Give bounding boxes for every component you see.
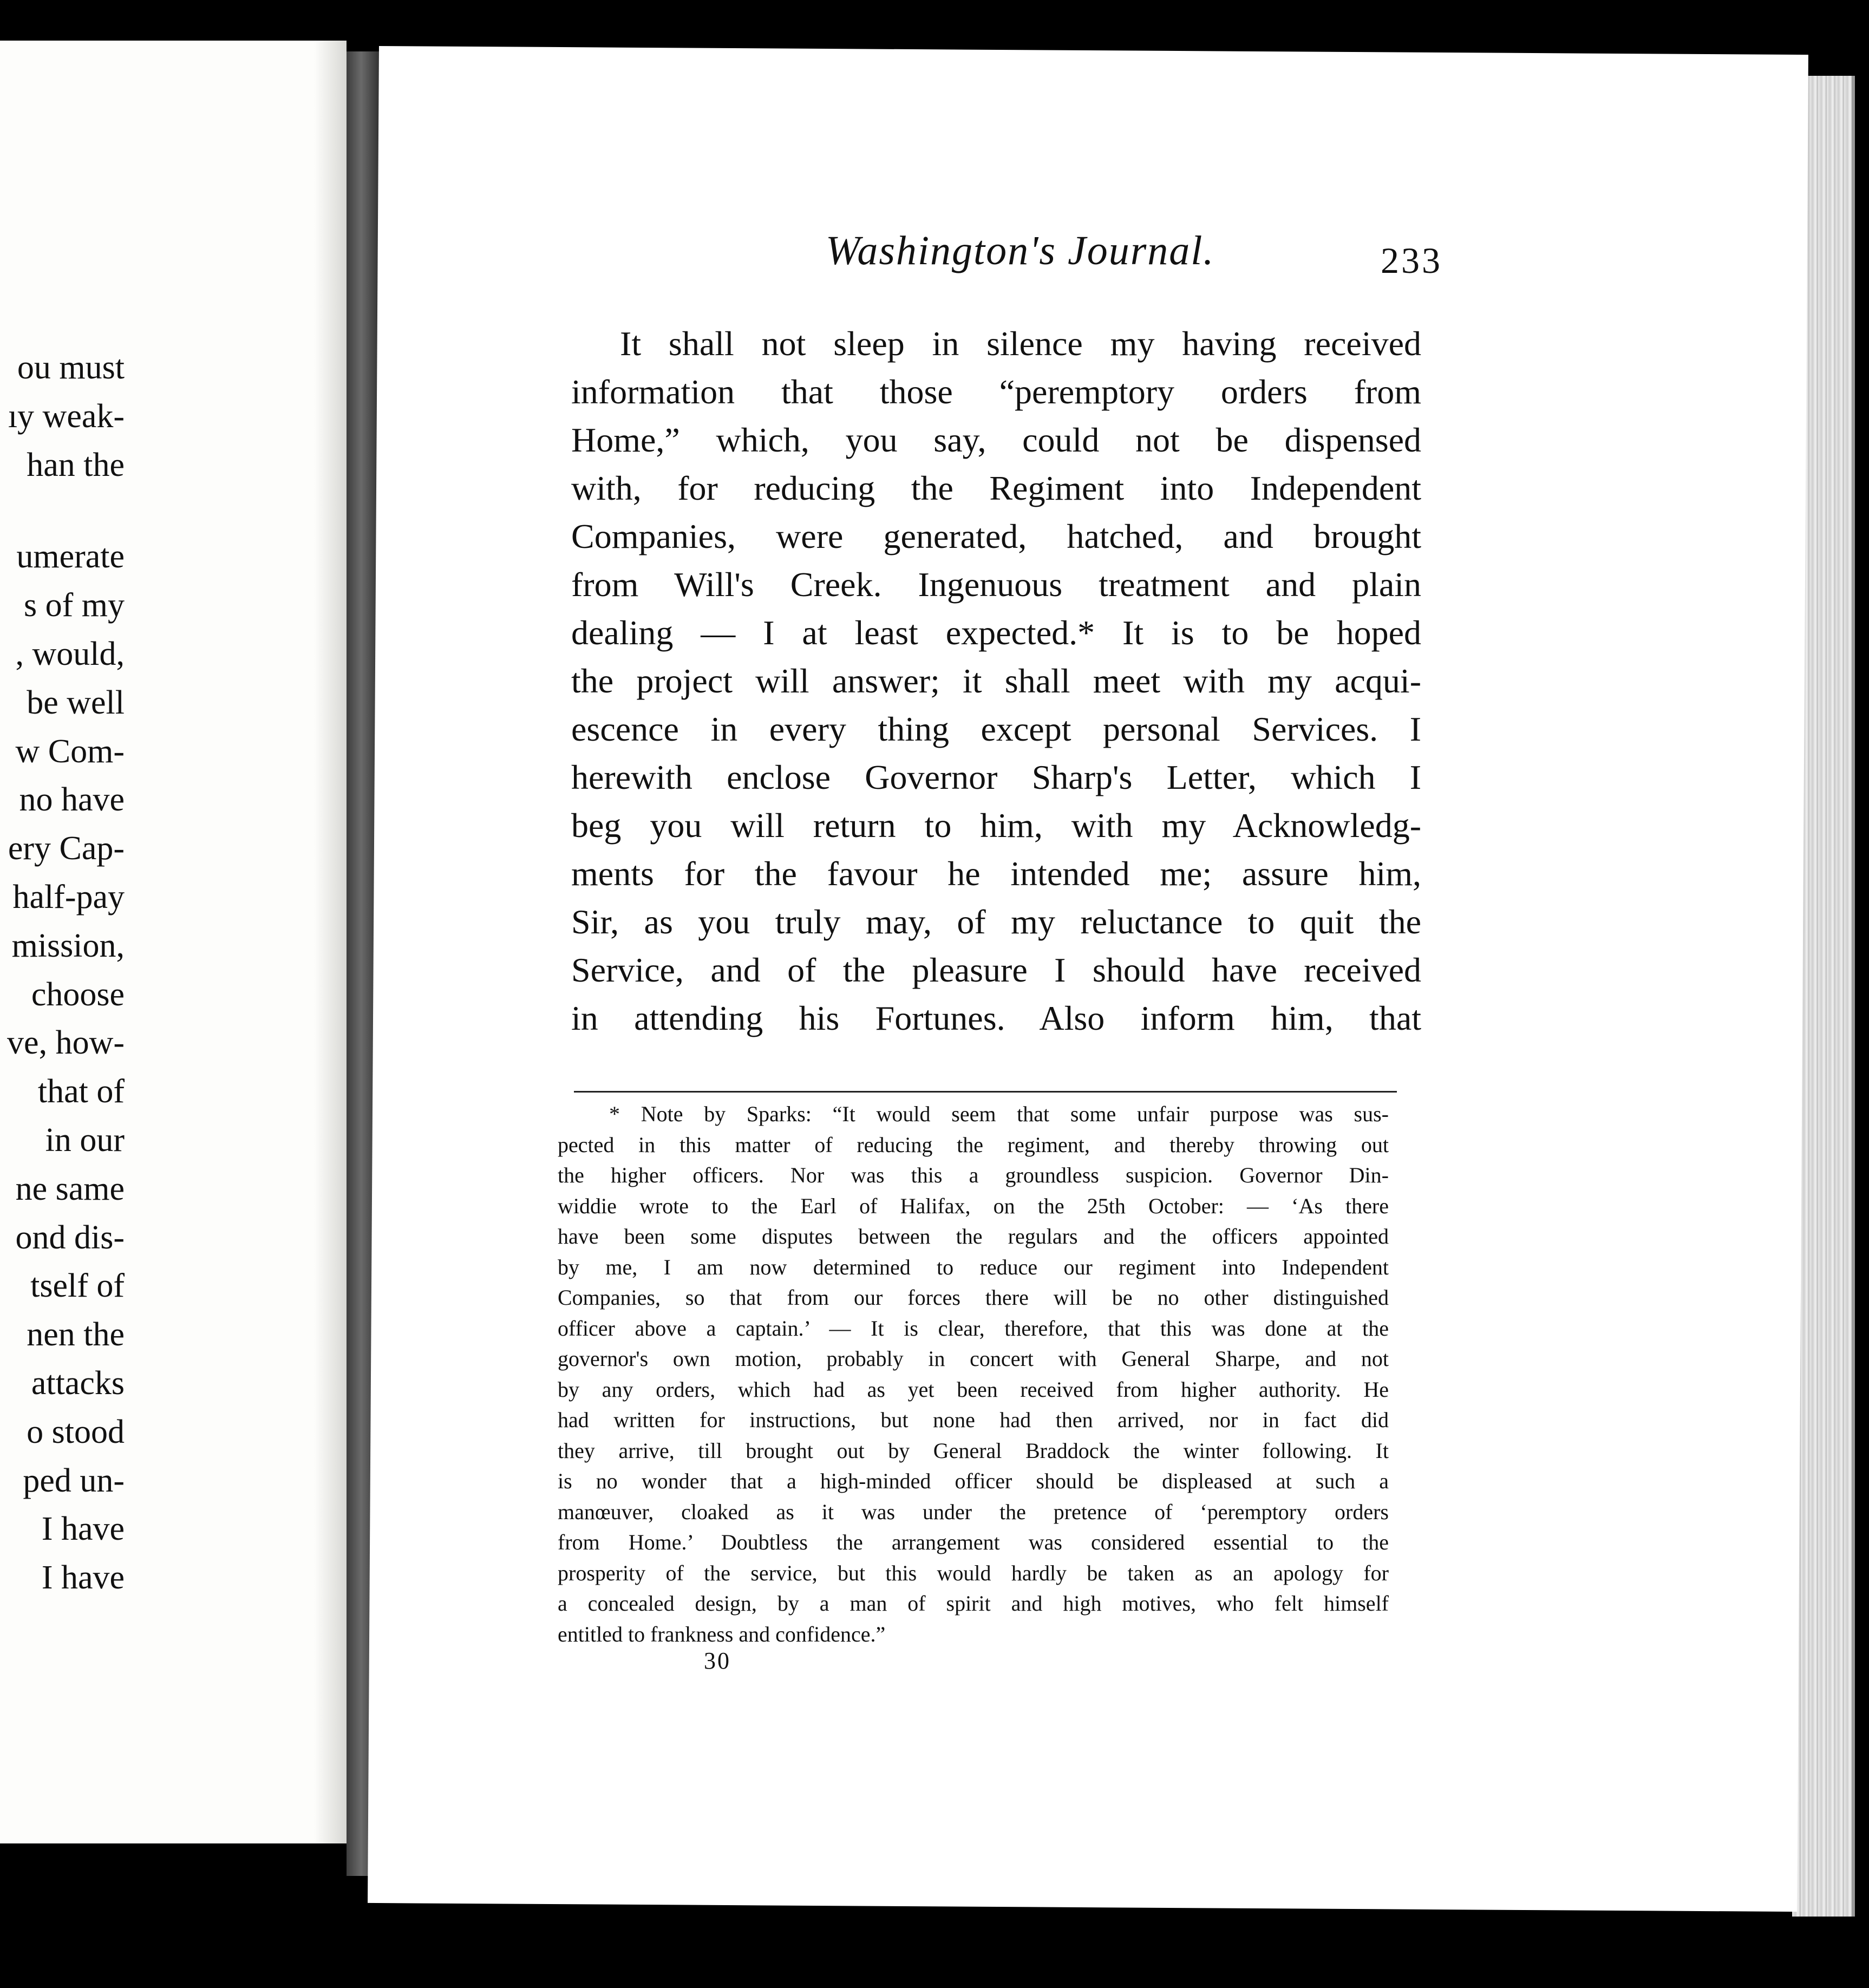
left-line: ıy weak- [8, 397, 125, 435]
body-line: ments for the favour he intended me; assure him, [571, 854, 1421, 893]
left-line: half-pay [12, 878, 125, 915]
footnote [558, 1099, 1389, 1650]
body-line: It shall not sleep in silence my having received [620, 324, 1421, 363]
footnote-line: entitled to frankness and confidence.” [558, 1621, 886, 1646]
footnote-line: is no wonder that a high-minded officer should be displeased at such a [558, 1469, 1389, 1493]
left-line: mission, [11, 927, 125, 964]
left-line: ne same [15, 1170, 125, 1207]
body-line: Service, and of the pleasure I should have received [571, 951, 1421, 989]
footnote-line: they arrive, till brought out by General Braddock the winter following. It [558, 1438, 1389, 1463]
footnote-line: prosperity of the service, but this would hardly be taken as an apology for [558, 1560, 1389, 1585]
body-line: escence in every thing except personal Services. I [571, 710, 1421, 748]
left-line: that of [37, 1073, 125, 1110]
body-line: in attending his Fortunes. Also inform him, that [571, 999, 1421, 1037]
left-line: nen the [27, 1316, 125, 1353]
body-line: Sir, as you truly may, of my reluctance to quit the [571, 903, 1421, 941]
footnote-line: * Note by Sparks: “It would seem that some unfair purpose was sus- [609, 1102, 1389, 1126]
left-line: han the [27, 446, 125, 483]
left-line: I have [41, 1510, 125, 1548]
footnote-line: widdie wrote to the Earl of Halifax, on the 25th October: — ‘As there [558, 1193, 1389, 1218]
footnote-line: had written for instructions, but none had then arrived, nor in fact did [558, 1408, 1389, 1432]
left-line: , would, [15, 635, 125, 672]
body-line: Home,” which, you say, could not be dispensed [571, 421, 1421, 459]
footnote-line: by me, I am now determined to reduce our regiment into Independent [558, 1254, 1389, 1279]
left-gutter-shadow [314, 41, 347, 1843]
body-line: beg you will return to him, with my Acknowledg- [571, 806, 1421, 845]
left-line: be well [27, 684, 125, 721]
left-line: ou must [17, 349, 125, 386]
left-facing-page [0, 41, 347, 1843]
left-line: in our [45, 1121, 125, 1159]
left-line: I have [41, 1559, 125, 1597]
body-line: Companies, were generated, hatched, and brought [571, 517, 1421, 555]
left-line: w Com- [15, 733, 125, 770]
left-line: s of my [24, 587, 125, 624]
left-page-text [7, 344, 125, 1603]
page-number: 233 [1381, 240, 1442, 281]
footnote-line: a concealed design, by a man of spirit and high motives, who felt himself [558, 1591, 1389, 1616]
footnote-line: have been some disputes between the regulars and the officers appointed [558, 1224, 1389, 1248]
footnote-line: governor's own motion, probably in concert with General Sharpe, and not [558, 1346, 1389, 1371]
left-line: ped un- [23, 1462, 125, 1499]
left-line: choose [31, 976, 125, 1013]
left-line: tself of [30, 1267, 125, 1305]
body-line: information that those “peremptory orders from [571, 372, 1421, 411]
footnote-line: by any orders, which had as yet been received from higher authority. He [558, 1377, 1389, 1402]
footnote-rule [574, 1091, 1397, 1093]
left-line [7, 489, 125, 533]
footnote-line: the higher officers. Nor was this a groundless suspicion. Governor Din- [558, 1163, 1389, 1187]
body-line: dealing — I at least expected.* It is to be hoped [571, 613, 1421, 652]
left-line: attacks [31, 1364, 125, 1402]
left-line: umerate [16, 538, 125, 576]
footnote-line: pected in this matter of reducing the regiment, and thereby throwing out [558, 1132, 1389, 1157]
footnote-line: Companies, so that from our forces there will be no other distinguished [558, 1285, 1389, 1310]
body-text [571, 319, 1421, 1042]
body-line: the project will answer; it shall meet with my acqui- [571, 662, 1421, 700]
left-line: ve, how- [7, 1024, 125, 1062]
body-line: from Will's Creek. Ingenuous treatment and plain [571, 565, 1421, 604]
left-line: ond dis- [15, 1219, 125, 1256]
left-line: o stood [27, 1413, 125, 1450]
body-line: with, for reducing the Regiment into Independent [571, 469, 1421, 507]
footnote-line: officer above a captain.’ — It is clear, therefore, that this was done at the [558, 1316, 1389, 1340]
left-line: ery Cap- [8, 830, 125, 867]
left-line: no have [19, 781, 125, 819]
footnote-line: from Home.’ Doubtless the arrangement was considered essential to the [558, 1530, 1389, 1554]
running-title: Washington's Journal. [826, 228, 1215, 273]
body-line: herewith enclose Governor Sharp's Letter, which I [571, 758, 1421, 796]
footnote-line: manœuver, cloaked as it was under the pretence of ‘peremptory orders [558, 1499, 1389, 1524]
signature-mark: 30 [704, 1647, 731, 1674]
